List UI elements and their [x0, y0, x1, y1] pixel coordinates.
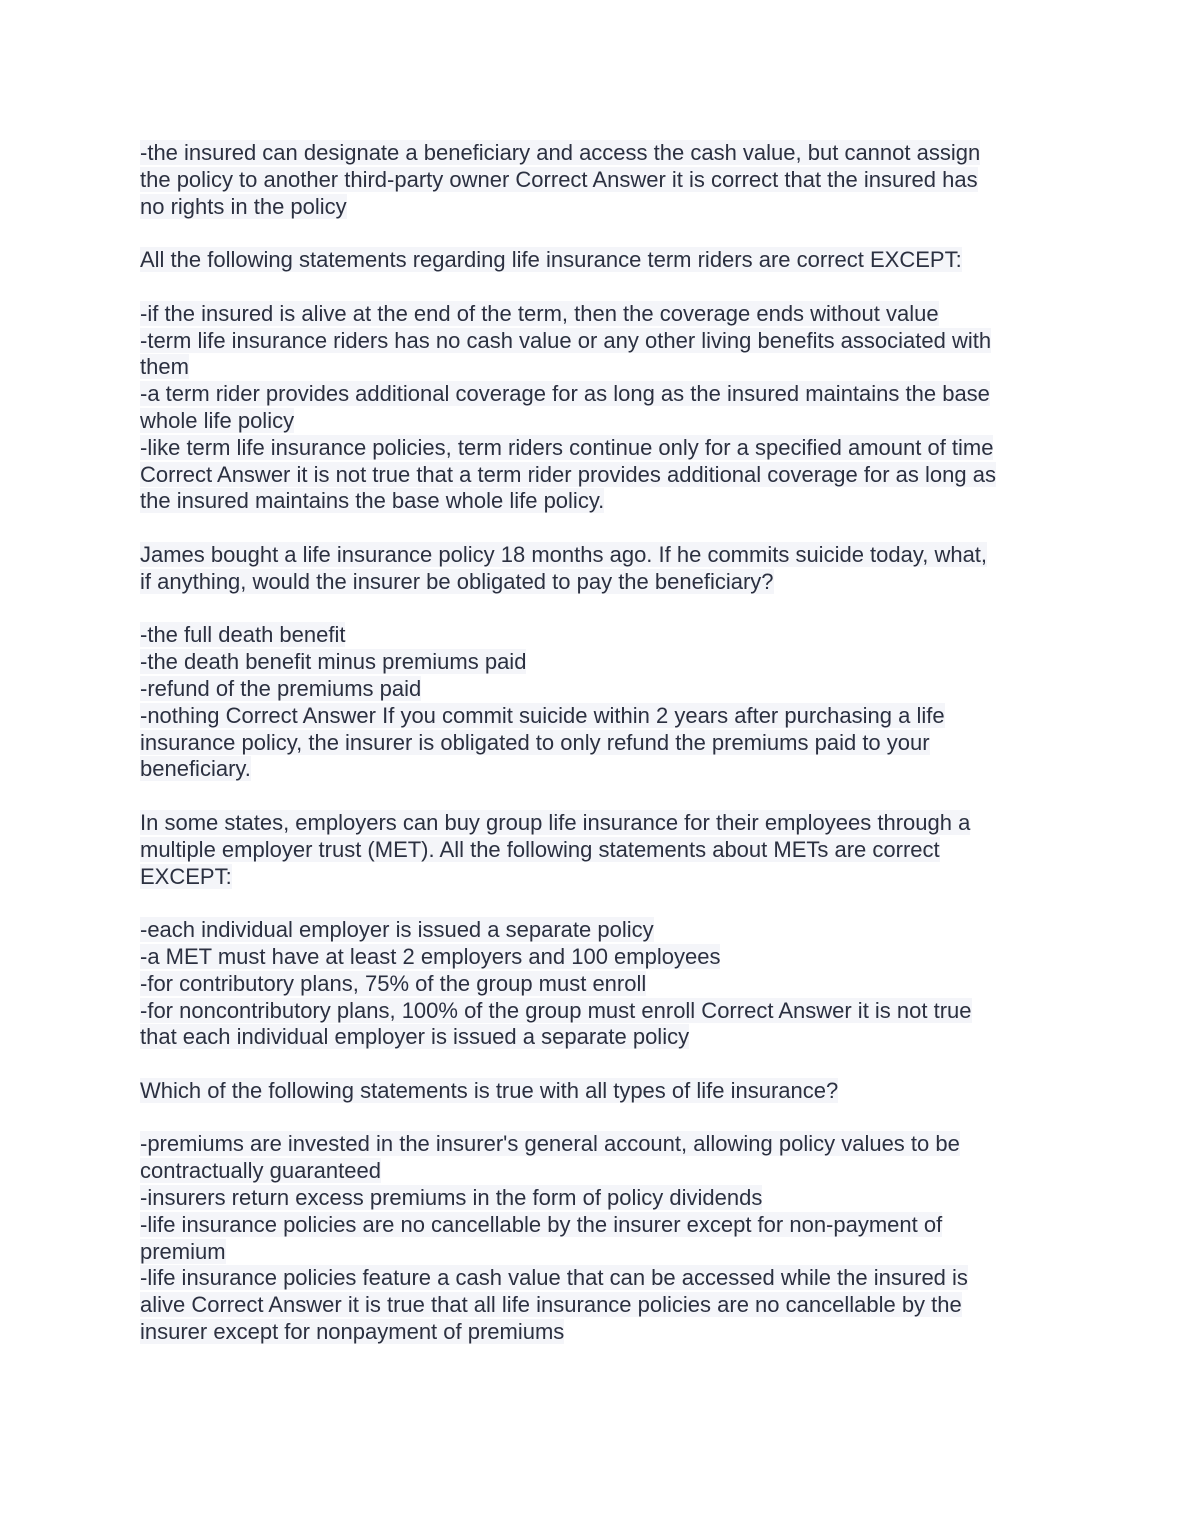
text-line: -the death benefit minus premiums paid	[140, 649, 527, 675]
text-line: -the insured can designate a beneficiary and access the cash value, but cannot assign	[140, 140, 981, 165]
text-line: insurer except for nonpayment of premiums	[140, 1319, 565, 1345]
text-line: -life insurance policies are no cancellable by the insurer except for non-payment of	[140, 1211, 943, 1237]
options-block	[140, 301, 1060, 515]
text-line: -nothing Correct Answer If you commit suicide within 2 years after purchasing a life	[140, 702, 945, 728]
text-line: -if the insured is alive at the end of the term, then the coverage ends without value	[140, 300, 939, 326]
text-line: alive Correct Answer it is true that all life insurance policies are no cancellable by the	[140, 1292, 962, 1318]
text-line: no rights in the policy	[140, 193, 347, 219]
text-line: -like term life insurance policies, term riders continue only for a specified amount of time	[140, 434, 994, 460]
document-body	[140, 140, 1060, 1373]
text-line: -for contributory plans, 75% of the group must enroll	[140, 970, 647, 996]
text-line: -a MET must have at least 2 employers and 100 employees	[140, 943, 721, 969]
text-line: if anything, would the insurer be obligated to pay the beneficiary?	[140, 568, 774, 594]
text-line: -each individual employer is issued a separate policy	[140, 917, 654, 943]
answer-explanation-block	[140, 140, 1060, 220]
question-block	[140, 810, 1060, 890]
text-line: In some states, employers can buy group life insurance for their employees through a	[140, 809, 971, 835]
options-block	[140, 622, 1060, 783]
text-line: -for noncontributory plans, 100% of the group must enroll Correct Answer it is not true	[140, 997, 972, 1023]
text-line: that each individual employer is issued a separate policy	[140, 1024, 690, 1050]
text-line: insurance policy, the insurer is obligated to only refund the premiums paid to your	[140, 729, 930, 755]
text-line: James bought a life insurance policy 18 months ago. If he commits suicide today, what,	[140, 541, 988, 567]
question-block	[140, 1078, 1060, 1105]
text-line: premium	[140, 1238, 226, 1264]
text-line: -insurers return excess premiums in the form of policy dividends	[140, 1185, 763, 1211]
text-line: EXCEPT:	[140, 863, 232, 889]
question-block	[140, 247, 1060, 274]
text-line: whole life policy	[140, 407, 295, 433]
text-line: -refund of the premiums paid	[140, 675, 422, 701]
text-line: -term life insurance riders has no cash value or any other living benefits associated with	[140, 327, 992, 353]
text-line: -the full death benefit	[140, 622, 346, 648]
text-line: -a term rider provides additional coverage for as long as the insured maintains the base	[140, 381, 990, 407]
text-line: contractually guaranteed	[140, 1158, 381, 1184]
text-line: Correct Answer it is not true that a term rider provides additional coverage for as long as	[140, 461, 996, 487]
options-block	[140, 1131, 1060, 1345]
text-line: -premiums are invested in the insurer's general account, allowing policy values to be	[140, 1131, 960, 1157]
text-line: them	[140, 354, 189, 380]
text-line: the policy to another third-party owner Correct Answer it is correct that the insured has	[140, 166, 978, 192]
text-line: Which of the following statements is true with all types of life insurance?	[140, 1077, 839, 1103]
text-line: beneficiary.	[140, 756, 251, 782]
question-block	[140, 542, 1060, 596]
text-line: All the following statements regarding life insurance term riders are correct EXCEPT:	[140, 247, 962, 273]
text-line: the insured maintains the base whole life policy.	[140, 488, 605, 514]
text-line: multiple employer trust (MET). All the following statements about METs are correct	[140, 836, 940, 862]
options-block	[140, 917, 1060, 1051]
text-line: -life insurance policies feature a cash value that can be accessed while the insured is	[140, 1265, 968, 1291]
